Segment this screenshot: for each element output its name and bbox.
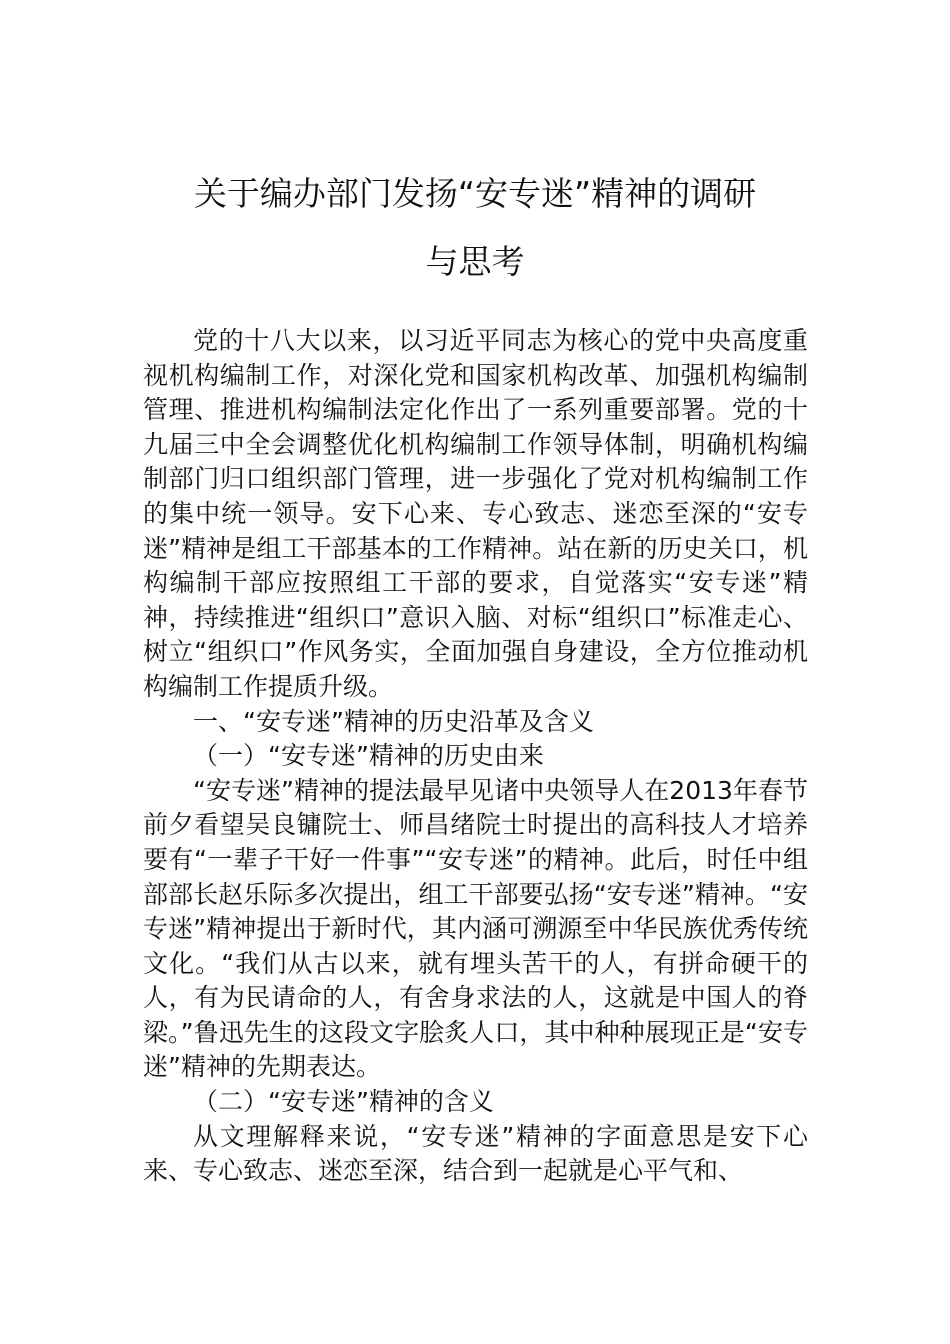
paragraph-history: “安专迷”精神的提法最早见诸中央领导人在2013年春节前夕看望吴良镛院士、师昌绪院士时提出的高科技人才培养要有“一辈子干好一件事”“安专迷”的精神。此后，时任中组部部长赵乐际多次提出，组工干部要弘扬“安专迷”精神。“安专迷”精神提出于新时代，其内涵可溯源至中华民族优秀传统文化。“我们从古以来，就有埋头苦干的人，有拼命硬干的人，有为民请命的人，有舍身求法的人，这就是中国人的脊梁。”鲁迅先生的这段文字脍炙人口，其中种种展现正是“安专迷”精神的先期表达。 (143, 775, 808, 1082)
document-body (143, 324, 808, 1189)
subsection-heading-1-1: （一）“安专迷”精神的历史由来 (193, 741, 544, 771)
section-heading-1: 一、“安专迷”精神的历史沿革及含义 (193, 706, 594, 736)
paragraph-intro: 党的十八大以来，以习近平同志为核心的党中央高度重视机构编制工作，对深化党和国家机构改革、加强机构编制管理、推进机构编制法定化作出了一系列重要部署。党的十九届三中全会调整优化机构编制工作领导体制，明确机构编制部门归口组织部门管理，进一步强化了党对机构编制工作的集中统一领导。安下心来、专心致志、迷恋至深的“安专迷”精神是组工干部基本的工作精神。站在新的历史关口，机构编制干部应按照组工干部的要求，自觉落实“安专迷”精神，持续推进“组织口”意识入脑、对标“组织口”标准走心、树立“组织口”作风务实，全面加强自身建设，全方位推动机构编制工作提质升级。 (143, 326, 808, 701)
title-line-2: 与思考 (425, 242, 525, 281)
document-title (140, 160, 810, 296)
title-line-1: 关于编办部门发扬“安专迷”精神的调研 (193, 174, 757, 213)
paragraph-meaning: 从文理解释来说，“安专迷”精神的字面意思是安下心来、专心致志、迷恋至深，结合到一起就是心平气和、 (143, 1121, 808, 1186)
subsection-heading-1-2: （二）“安专迷”精神的含义 (193, 1087, 494, 1117)
